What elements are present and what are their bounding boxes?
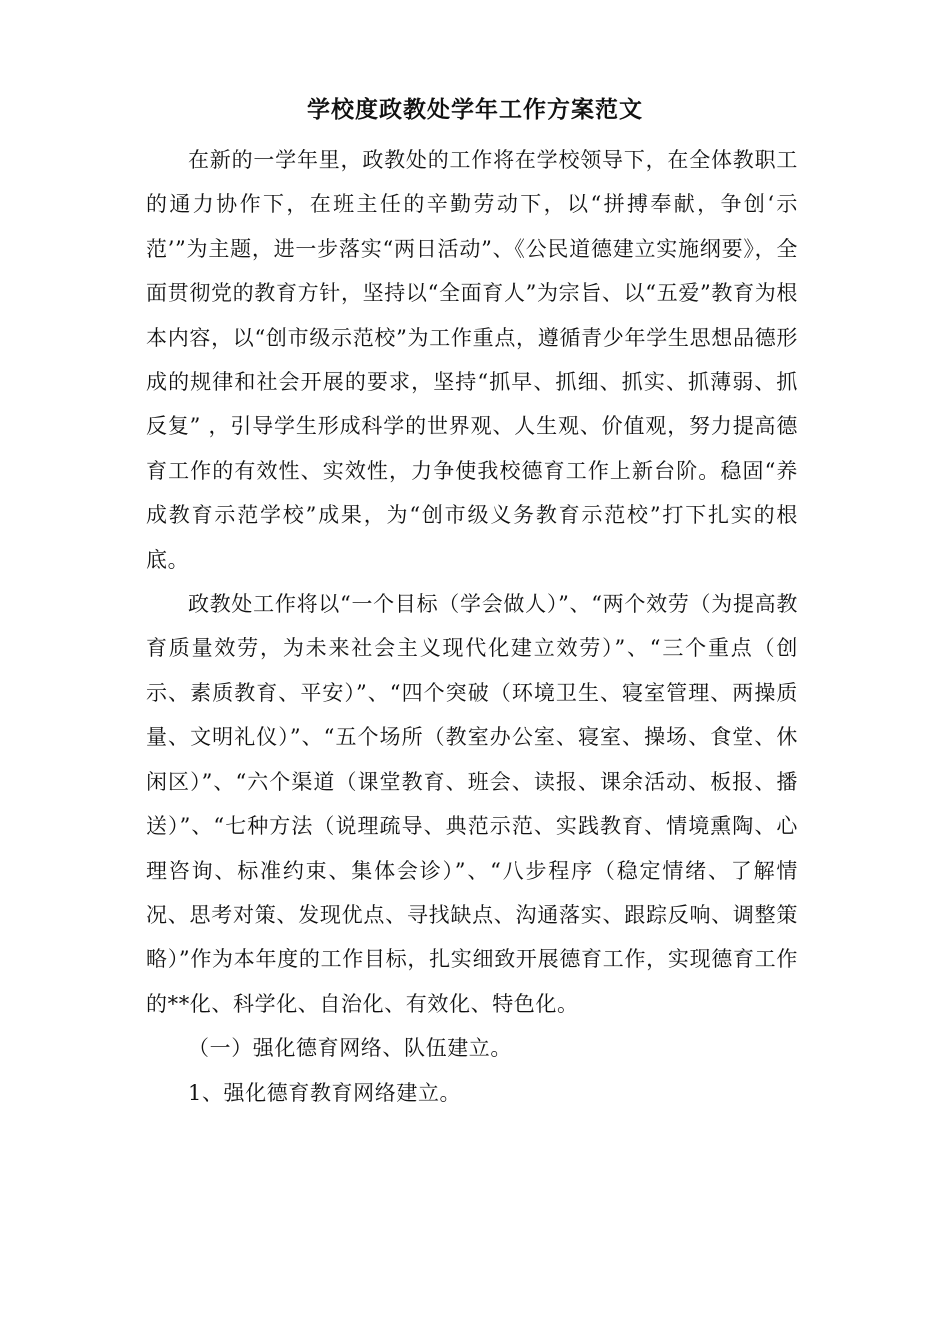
section-heading: （一）强化德育网络、队伍建立。 — [188, 1036, 512, 1061]
paragraph-intro: 在新的一学年里，政教处的工作将在学校领导下，在全体教职工的通力协作下，在班主任的辛勤劳动下，以“拼搏奉献，争创‘示范’”为主题，进一步落实“两日活动”、《公民道德建立实施纲要》，全面贯彻党的教育方针，坚持以“全面育人”为宗旨、以“五爱”教育为根本内容，以“创市级示范校”为工作重点，遵循青少年学生思想品德形成的规律和社会开展的要求，坚持“抓早、抓细、抓实、抓薄弱、抓反复” ，引导学生形成科学的世界观、人生观、价值观，努力提高德育工作的有效性、实效性，力争使我校德育工作上新台阶。稳固“养成教育示范学校”成果，为“创市级义务教育示范校”打下扎实的根底。 — [146, 148, 798, 572]
document-title: 学校度政教处学年工作方案范文 — [307, 97, 643, 123]
paragraph-goals: 政教处工作将以“一个目标（学会做人）”、“两个效劳（为提高教育质量效劳，为未来社会主义现代化建立效劳）”、“三个重点（创示、素质教育、平安）”、“四个突破（环境卫生、寝室管理、两操质量、文明礼仪）”、“五个场所（教室办公室、寝室、操场、食堂、休闲区）”、“六个渠道（课堂教育、班会、读报、课余活动、板报、播送）”、“七种方法（说理疏导、典范示范、实践教育、情境熏陶、心理咨询、标准约束、集体会诊）”、“八步程序（稳定情绪、了解情况、思考对策、发现优点、寻找缺点、沟通落实、跟踪反响、调整策略）”作为本年度的工作目标，扎实细致开展德育工作，实现德育工作的**化、科学化、自治化、有效化、特色化。 — [146, 592, 798, 1016]
document-body — [146, 138, 798, 1115]
subsection-heading: 1、强化德育教育网络建立。 — [188, 1080, 462, 1105]
